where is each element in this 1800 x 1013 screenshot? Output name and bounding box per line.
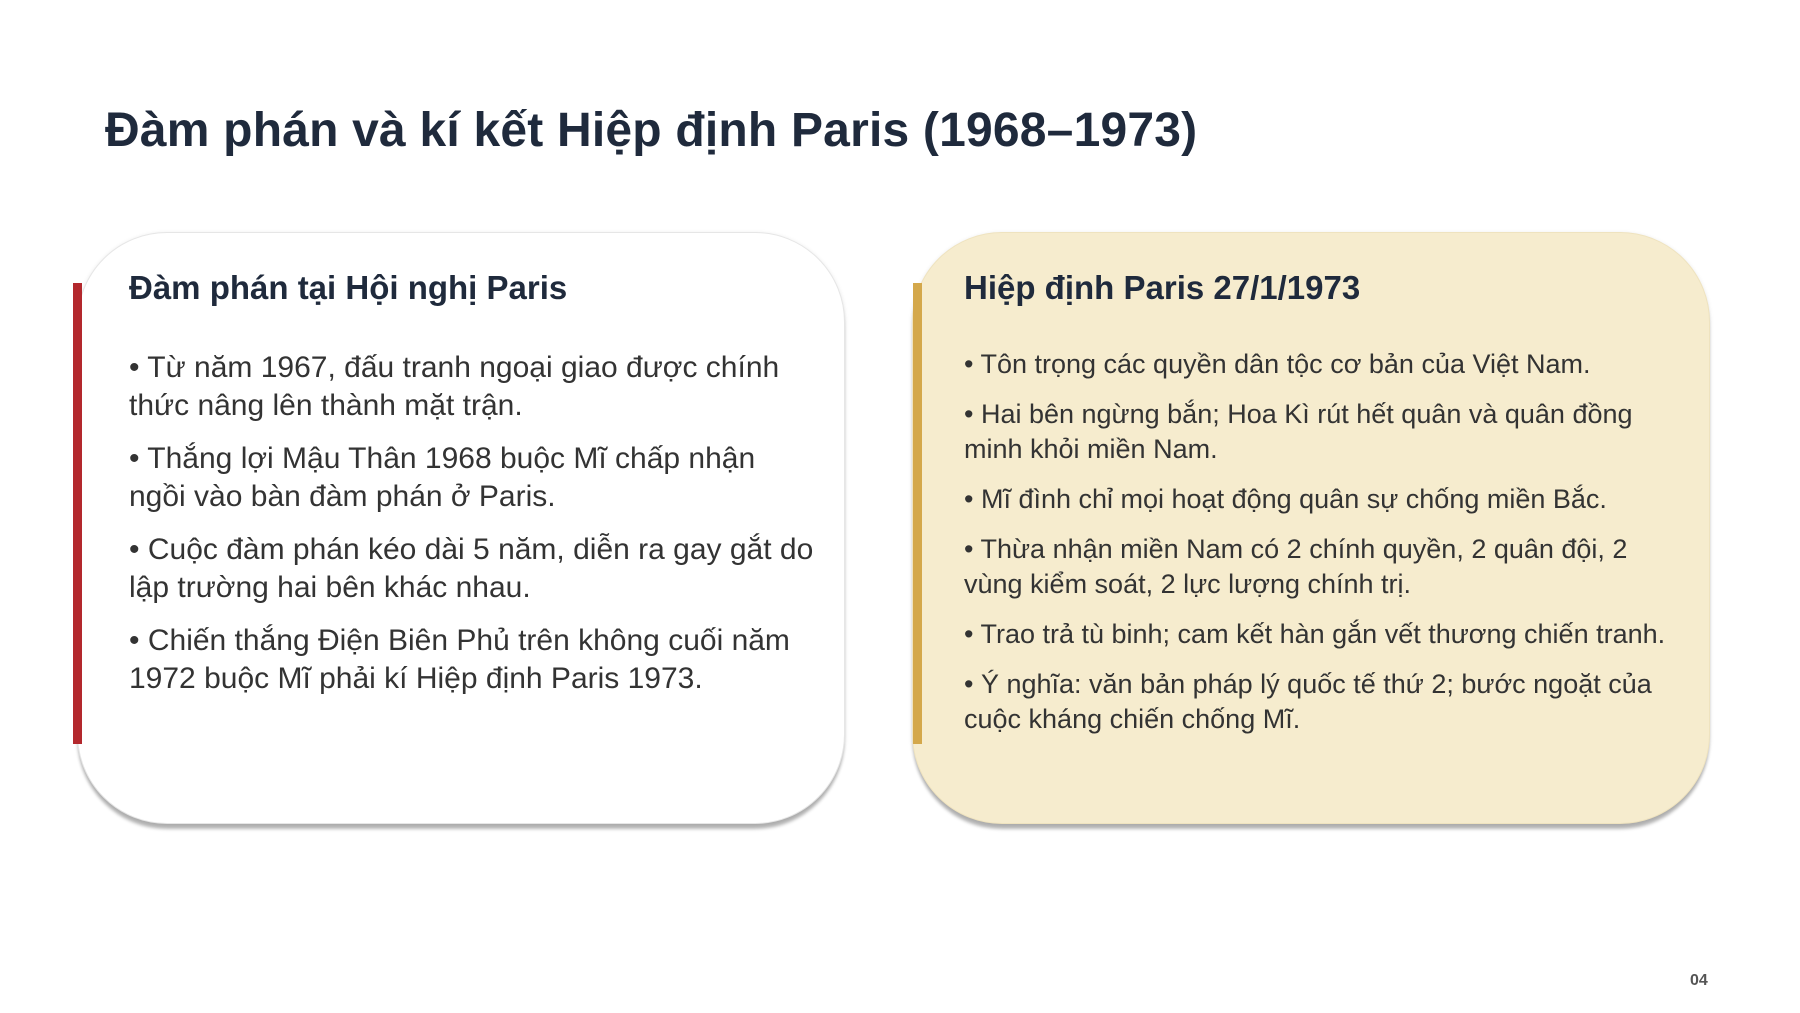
agreement-bullet: • Thừa nhận miền Nam có 2 chính quyền, 2 quân đội, 2 vùng kiểm soát, 2 lực lượng chính trị. bbox=[964, 534, 1628, 599]
negotiation-card bbox=[77, 232, 845, 824]
agreement-card bbox=[912, 232, 1710, 824]
agreement-bullet: • Mĩ đình chỉ mọi hoạt động quân sự chống miền Bắc. bbox=[964, 484, 1607, 514]
negotiation-bullet: • Thắng lợi Mậu Thân 1968 buộc Mĩ chấp nhận ngồi vào bàn đàm phán ở Paris. bbox=[129, 442, 756, 513]
agreement-bullet: • Trao trả tù binh; cam kết hàn gắn vết thương chiến tranh. bbox=[964, 619, 1666, 649]
agreement-card-title: Hiệp định Paris 27/1/1973 bbox=[964, 269, 1361, 306]
agreement-bullet-list bbox=[964, 347, 1684, 752]
negotiation-card-title: Đàm phán tại Hội nghị Paris bbox=[129, 269, 568, 306]
agreement-bullet: • Ý nghĩa: văn bản pháp lý quốc tế thứ 2; bước ngoặt của cuộc kháng chiến chống Mĩ. bbox=[964, 669, 1652, 734]
page-number: 04 bbox=[1690, 972, 1708, 989]
negotiation-bullet: • Cuộc đàm phán kéo dài 5 năm, diễn ra gay gắt do lập trường hai bên khác nhau. bbox=[129, 533, 814, 604]
agreement-accent-bar bbox=[913, 283, 922, 744]
agreement-bullet: • Hai bên ngừng bắn; Hoa Kì rút hết quân và quân đồng minh khỏi miền Nam. bbox=[964, 399, 1633, 464]
negotiation-bullet: • Từ năm 1967, đấu tranh ngoại giao được chính thức nâng lên thành mặt trận. bbox=[129, 351, 780, 422]
slide-title: Đàm phán và kí kết Hiệp định Paris (1968–1973) bbox=[105, 104, 1198, 157]
agreement-bullet: • Tôn trọng các quyền dân tộc cơ bản của Việt Nam. bbox=[964, 349, 1591, 379]
negotiation-bullet: • Chiến thắng Điện Biên Phủ trên không cuối năm 1972 buộc Mĩ phải kí Hiệp định Paris 1973. bbox=[129, 624, 790, 695]
negotiation-bullet-list bbox=[129, 349, 819, 713]
negotiation-accent-bar bbox=[73, 283, 82, 744]
